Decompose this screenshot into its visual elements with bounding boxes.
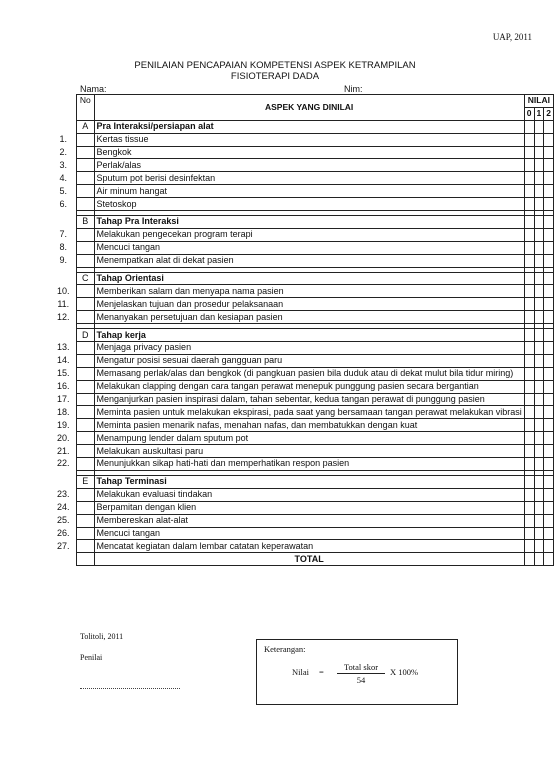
score-cell-1[interactable] [534,311,544,324]
score-cell-1[interactable] [534,146,544,159]
item-text: Melakukan evaluasi tindakan [94,488,524,501]
item-text: Air minum hangat [94,185,524,198]
item-text: Sputum pot berisi desinfektan [94,172,524,185]
table-row [77,514,554,527]
section-title: Tahap Terminasi [94,475,524,488]
item-text: Membereskan alat-alat [94,514,524,527]
item-number-cell [57,311,95,324]
section-row [77,120,554,133]
score-cell-1[interactable] [534,540,544,553]
section-letter: A [77,120,95,133]
item-number-cell [59,198,95,211]
section-title: Tahap Pra Interaksi [94,216,524,229]
score-cell-0[interactable] [524,254,534,267]
item-number: 10. [57,285,70,296]
nama-label: Nama: [80,84,107,94]
item-number-cell [57,432,95,445]
item-number-cell [57,488,95,501]
item-number-cell [57,527,95,540]
item-number-cell [57,445,95,458]
item-text: Menganjurkan pasien inspirasi dalam, tahan sebentar, kedua tangan perawat di punggung pasien [94,393,524,406]
score-cell-0[interactable] [524,228,534,241]
item-text: Meminta pasien menarik nafas, menahan nafas, dan membatukkan dengan kuat [94,419,524,432]
item-number-cell [57,501,95,514]
score-cell-1[interactable] [534,488,544,501]
score-cell-1[interactable] [534,458,544,471]
score-cell-1[interactable] [534,254,544,267]
score-cell-1[interactable] [534,432,544,445]
header-aspek: ASPEK YANG DINILAI [94,95,524,121]
score-cell-2[interactable] [544,342,554,355]
item-text: Meminta pasien untuk melakukan ekspirasi, pada saat yang bersamaan tangan perawat melakukan vibrasi [94,406,524,419]
total-label: TOTAL [94,553,524,566]
table-row [77,367,554,380]
score-cell-2[interactable] [544,354,554,367]
item-number-cell [59,172,95,185]
score-cell-1[interactable] [534,342,544,355]
item-number-cell [59,241,95,254]
score-cell-0[interactable] [524,185,534,198]
item-number: 14. [57,355,70,366]
score-cell-2[interactable] [544,445,554,458]
score-cell-0[interactable] [524,445,534,458]
keterangan-box [256,639,458,705]
score-cell-1[interactable] [534,241,544,254]
score-cell-1[interactable] [534,198,544,211]
section-row [77,329,554,342]
formula-equals: = [319,667,324,677]
item-text: Menampung lender dalam sputum pot [94,432,524,445]
item-text: Bengkok [94,146,524,159]
item-text: Menunjukkan sikap hati-hati dan memperhatikan respon pasien [94,458,524,471]
score-cell-0[interactable] [524,272,534,285]
section-letter: D [77,329,95,342]
item-number: 25. [57,515,70,526]
table-row [77,228,554,241]
score-cell-1[interactable] [534,298,544,311]
table-row [77,311,554,324]
item-number-cell [59,159,95,172]
item-number-cell [57,540,95,553]
score-cell-0[interactable] [524,216,534,229]
score-cell-2[interactable] [544,146,554,159]
item-number-cell [57,342,95,355]
score-cell-0[interactable] [524,514,534,527]
item-text: Menjaga privacy pasien [94,342,524,355]
score-cell-1[interactable] [534,272,544,285]
item-number-cell [57,514,95,527]
score-cell-0[interactable] [524,329,534,342]
table-row [77,488,554,501]
item-text: Memasang perlak/alas dan bengkok (di pangkuan pasien bila duduk atau di dekat mulut bila tidur miring) [94,367,524,380]
score-cell-2[interactable] [544,488,554,501]
total-score-1[interactable] [534,553,544,566]
table-row [77,393,554,406]
section-row [77,272,554,285]
header-nilai: NILAI [524,95,553,108]
score-cell-1[interactable] [534,172,544,185]
table-row [77,342,554,355]
item-number-cell [59,254,95,267]
score-cell-1[interactable] [534,393,544,406]
score-cell-0[interactable] [524,406,534,419]
section-row [77,475,554,488]
item-text: Menempatkan alat di dekat pasien [94,254,524,267]
item-text: Melakukan auskultasi paru [94,445,524,458]
score-cell-2[interactable] [544,241,554,254]
item-number: 19. [57,419,70,430]
item-number-cell [59,133,95,146]
score-cell-2[interactable] [544,159,554,172]
item-text: Stetoskop [94,198,524,211]
score-cell-2[interactable] [544,228,554,241]
formula-denominator: 54 [356,675,366,685]
score-cell-1[interactable] [534,475,544,488]
item-number: 24. [57,502,70,513]
score-cell-1[interactable] [534,159,544,172]
item-number: 8. [59,242,68,253]
score-cell-2[interactable] [544,380,554,393]
section-letter: E [77,475,95,488]
score-cell-0[interactable] [524,488,534,501]
score-cell-0[interactable] [524,311,534,324]
item-number: 16. [57,381,70,392]
score-cell-0[interactable] [524,159,534,172]
table-row [77,406,554,419]
score-cell-0[interactable] [524,475,534,488]
item-number: 7. [59,229,68,240]
item-number-cell [59,185,95,198]
item-number-cell [57,406,95,419]
item-number-cell [57,298,95,311]
score-cell-0[interactable] [524,432,534,445]
score-cell-1[interactable] [534,419,544,432]
total-row [77,553,554,566]
score-cell-0[interactable] [524,146,534,159]
table-row [77,354,554,367]
title-line-1: PENILAIAN PENCAPAIAN KOMPETENSI ASPEK KETRAMPILAN [134,60,416,71]
section-row [77,216,554,229]
score-cell-2[interactable] [544,298,554,311]
score-cell-0[interactable] [524,354,534,367]
score-2-header: 2 [544,107,554,120]
table-row [77,540,554,553]
item-text: Mencatat kegiatan dalam lembar catatan keperawatan [94,540,524,553]
table-row [77,198,554,211]
section-letter: C [77,272,95,285]
item-number: 6. [59,198,68,209]
table-row [77,298,554,311]
score-cell-1[interactable] [534,329,544,342]
score-cell-0[interactable] [524,393,534,406]
item-text: Kertas tissue [94,133,524,146]
item-number: 3. [59,159,68,170]
score-cell-0[interactable] [524,342,534,355]
item-number-cell [57,380,95,393]
score-cell-2[interactable] [544,311,554,324]
table-row [77,133,554,146]
item-number: 27. [57,540,70,551]
footer-signature [80,632,123,674]
item-number-cell [57,367,95,380]
item-number: 17. [57,394,70,405]
score-cell-1[interactable] [534,228,544,241]
score-cell-2[interactable] [544,216,554,229]
score-cell-1[interactable] [534,285,544,298]
score-cell-2[interactable] [544,475,554,488]
table-row [77,458,554,471]
table-row [77,501,554,514]
item-number-cell [57,354,95,367]
score-cell-2[interactable] [544,172,554,185]
table-row [77,445,554,458]
table-row [77,185,554,198]
score-cell-1[interactable] [534,120,544,133]
item-number-cell [59,146,95,159]
item-number: 5. [59,185,68,196]
page-title [0,60,550,82]
section-letter: B [77,216,95,229]
place-date: Tolitoli, 2011 [80,632,124,641]
formula-numerator: Total skor [337,662,385,674]
score-cell-0[interactable] [524,380,534,393]
item-number: 18. [57,406,70,417]
score-cell-2[interactable] [544,198,554,211]
header-no: No [77,95,95,121]
score-1-header: 1 [534,107,544,120]
signature-line [80,688,180,689]
section-title: Tahap Orientasi [94,272,524,285]
item-number-cell [57,285,95,298]
score-cell-2[interactable] [544,419,554,432]
score-cell-2[interactable] [544,185,554,198]
table-row [77,254,554,267]
score-cell-0[interactable] [524,120,534,133]
score-cell-0[interactable] [524,540,534,553]
score-cell-1[interactable] [534,133,544,146]
formula-multiplier: X 100% [390,667,419,677]
item-number: 9. [59,255,68,266]
item-text: Memberikan salam dan menyapa nama pasien [94,285,524,298]
score-cell-1[interactable] [534,406,544,419]
title-line-2: FISIOTERAPI DADA [230,71,320,82]
score-cell-1[interactable] [534,185,544,198]
item-text: Berpamitan dengan klien [94,501,524,514]
score-cell-2[interactable] [544,527,554,540]
table-row [77,241,554,254]
item-number: 1. [59,134,68,145]
formula-nilai-label: Nilai [292,667,309,677]
item-number: 22. [57,458,70,469]
item-number-cell [57,393,95,406]
score-cell-1[interactable] [534,367,544,380]
score-cell-1[interactable] [534,514,544,527]
score-cell-0[interactable] [524,285,534,298]
score-cell-1[interactable] [534,501,544,514]
total-score-2[interactable] [544,553,554,566]
section-title: Pra Interaksi/persiapan alat [94,120,524,133]
score-cell-2[interactable] [544,514,554,527]
score-cell-2[interactable] [544,120,554,133]
table-row [77,419,554,432]
item-text: Menanyakan persetujuan dan kesiapan pasien [94,311,524,324]
item-number: 4. [59,172,68,183]
penilai-label: Penilai [80,653,103,662]
table-row [77,432,554,445]
score-cell-2[interactable] [544,432,554,445]
item-number: 15. [57,368,70,379]
score-cell-0[interactable] [524,133,534,146]
item-text: Melakukan pengecekan program terapi [94,228,524,241]
score-cell-2[interactable] [544,133,554,146]
score-cell-2[interactable] [544,540,554,553]
score-cell-1[interactable] [534,216,544,229]
total-empty [77,553,95,566]
score-cell-2[interactable] [544,458,554,471]
assessment-table [57,94,554,566]
table-row [77,159,554,172]
item-number: 13. [57,342,70,353]
item-text: Perlak/alas [94,159,524,172]
score-cell-0[interactable] [524,198,534,211]
score-cell-2[interactable] [544,329,554,342]
score-cell-0[interactable] [524,458,534,471]
item-text: Mencuci tangan [94,241,524,254]
formula-fraction [337,662,385,685]
score-cell-1[interactable] [534,527,544,540]
score-cell-2[interactable] [544,501,554,514]
item-number: 21. [57,445,70,456]
score-cell-2[interactable] [544,367,554,380]
score-cell-0[interactable] [524,527,534,540]
score-cell-1[interactable] [534,354,544,367]
table-row [77,285,554,298]
item-number: 12. [57,311,70,322]
score-cell-2[interactable] [544,406,554,419]
item-text: Menjelaskan tujuan dan prosedur pelaksanaan [94,298,524,311]
nim-label: Nim: [344,84,363,94]
item-number: 2. [59,147,68,157]
item-number: 23. [57,489,70,500]
table-row [77,172,554,185]
score-cell-0[interactable] [524,172,534,185]
table-row [77,380,554,393]
score-cell-2[interactable] [544,272,554,285]
total-score-0[interactable] [524,553,534,566]
score-cell-0[interactable] [524,501,534,514]
item-text: Mencuci tangan [94,527,524,540]
score-cell-2[interactable] [544,254,554,267]
item-number-cell [57,419,95,432]
section-title: Tahap kerja [94,329,524,342]
item-number-cell [57,458,95,471]
score-cell-0[interactable] [524,419,534,432]
score-cell-1[interactable] [534,380,544,393]
score-cell-0[interactable] [524,367,534,380]
item-number: 26. [57,527,70,538]
table-row [77,146,554,159]
item-text: Mengatur posisi sesuai daerah gangguan paru [94,354,524,367]
score-cell-0[interactable] [524,241,534,254]
score-cell-2[interactable] [544,285,554,298]
score-0-header: 0 [524,107,534,120]
table-row [77,527,554,540]
item-number: 20. [57,432,70,443]
item-number: 11. [57,298,70,309]
keterangan-label: Keterangan: [264,644,306,654]
item-number-cell [59,228,95,241]
document-code: UAP, 2011 [492,32,532,42]
item-text: Melakukan clapping dengan cara tangan perawat menepuk punggung pasien secara bergantian [94,380,524,393]
score-cell-2[interactable] [544,393,554,406]
score-cell-1[interactable] [534,445,544,458]
score-cell-0[interactable] [524,298,534,311]
